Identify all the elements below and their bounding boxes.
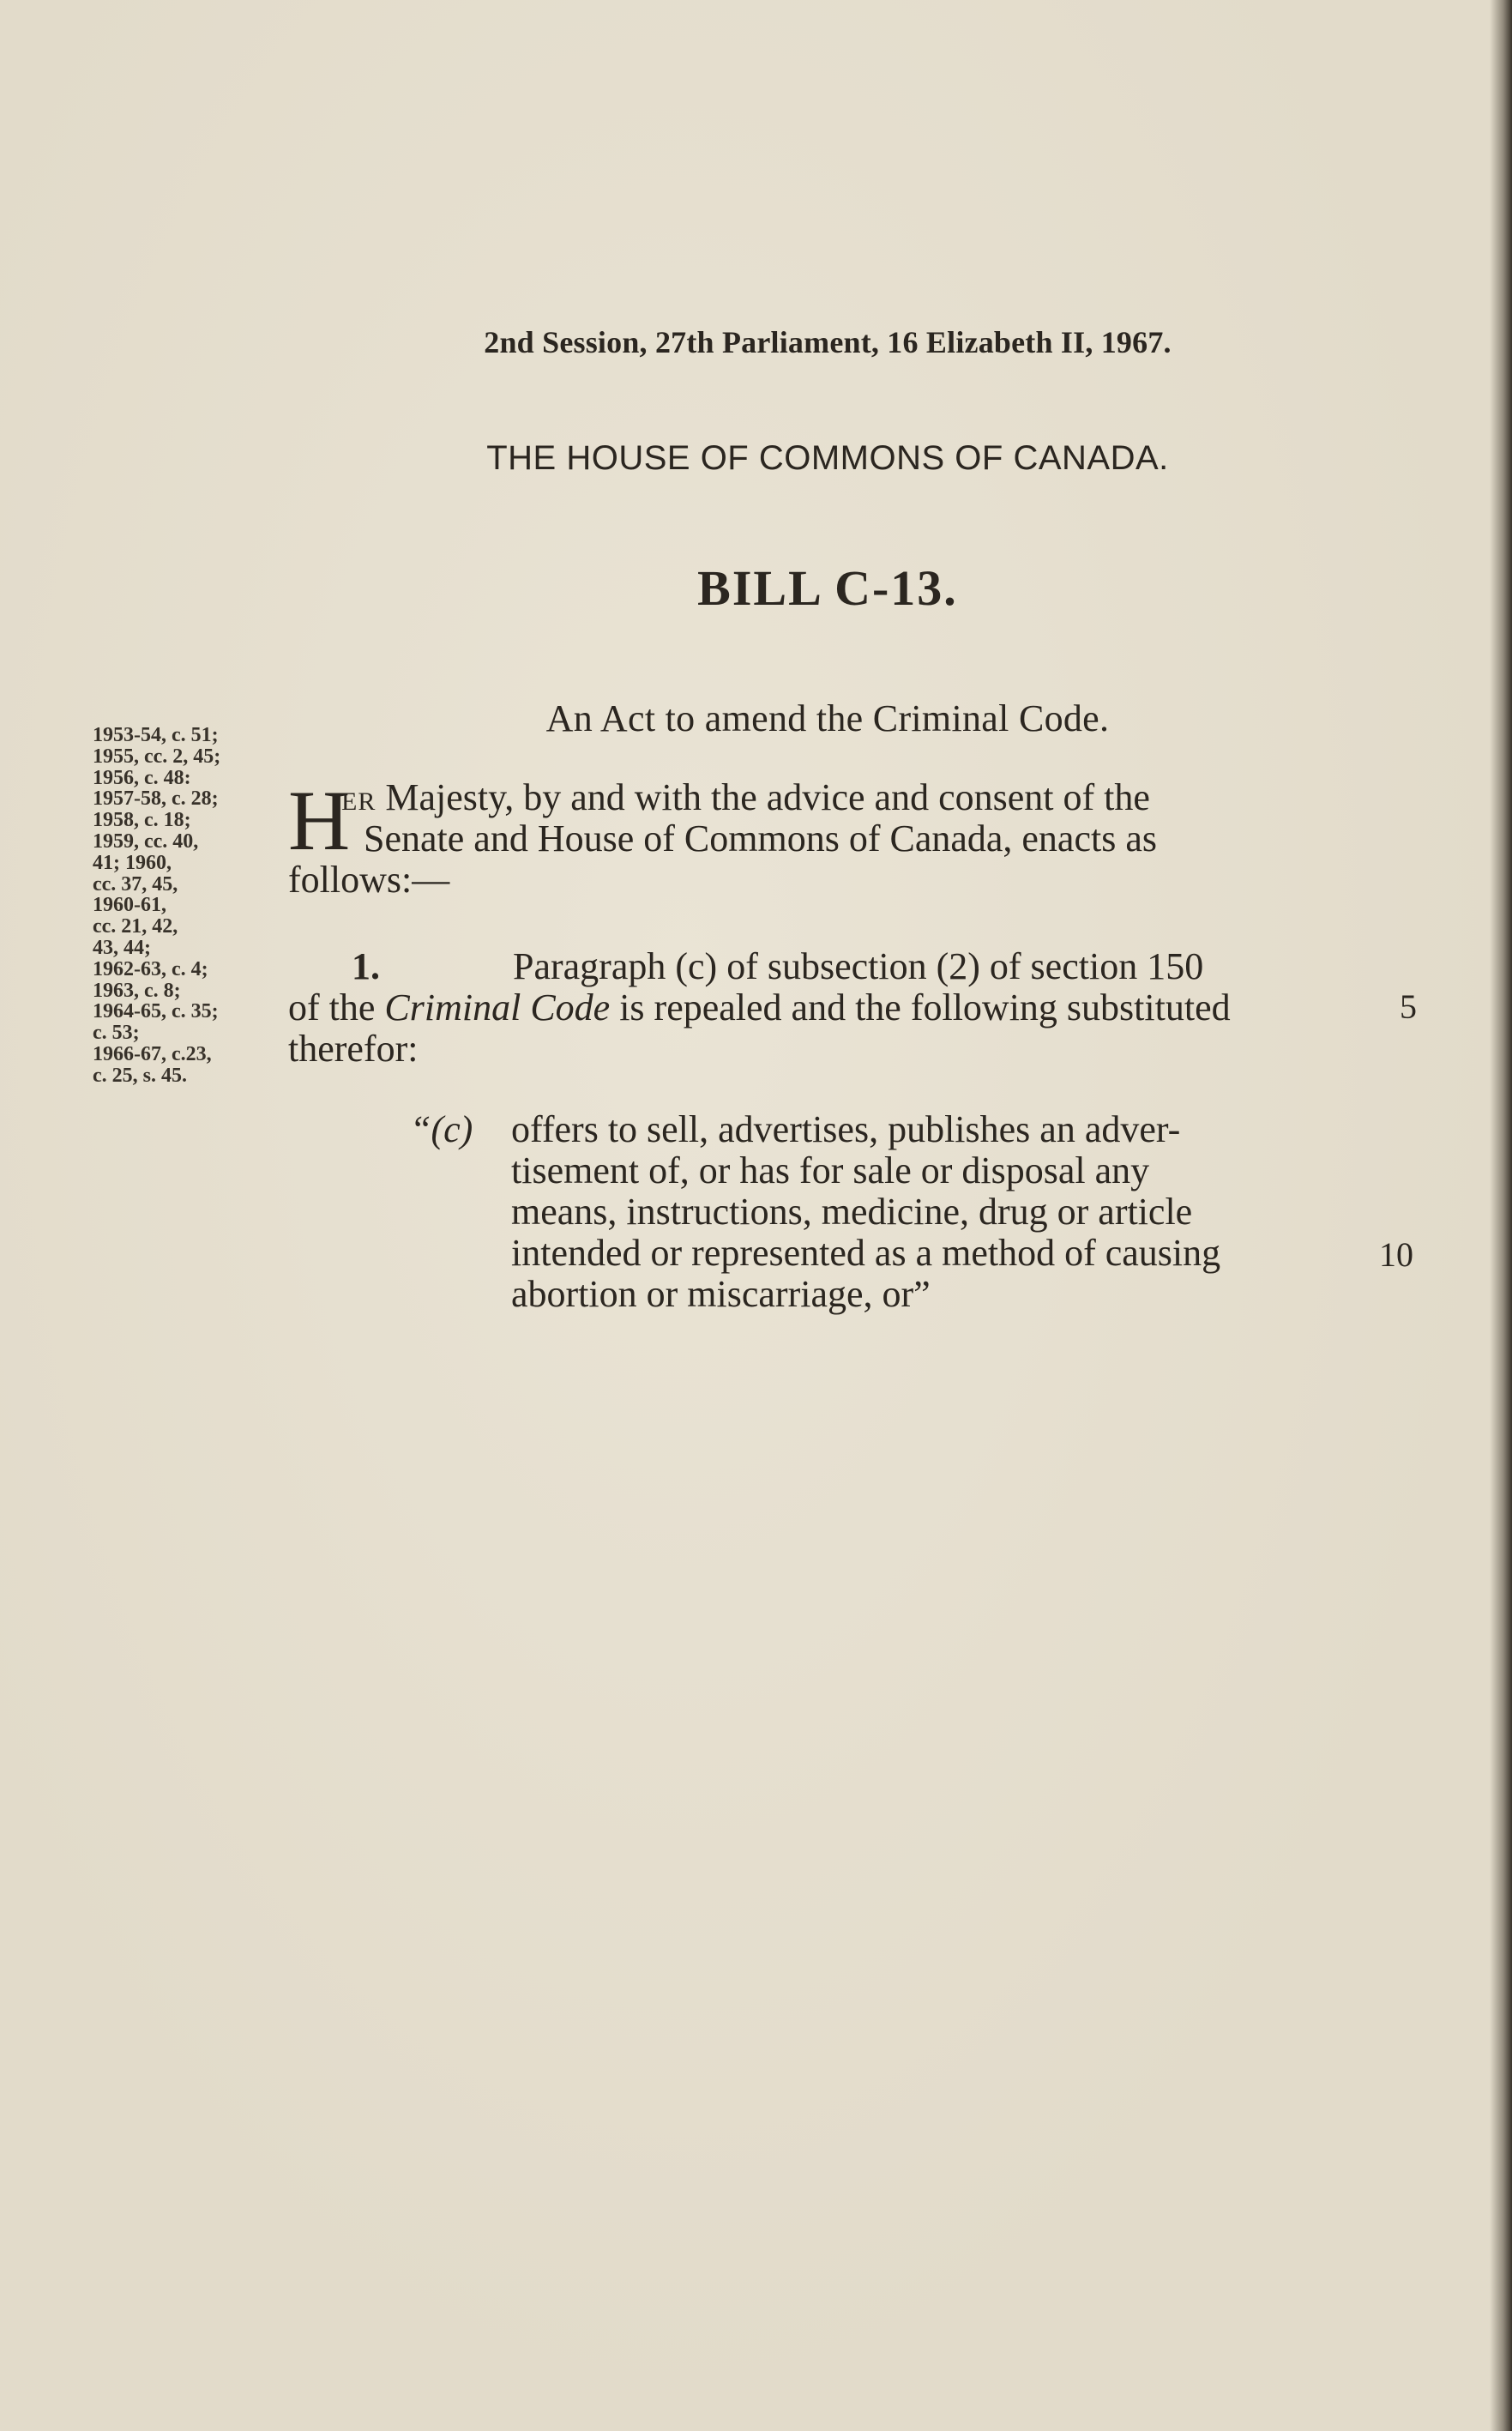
section-1-line-1 [288,946,1369,987]
margin-note: 1963, c. 8; [93,979,181,1002]
section-1-line-2-pre: of the [288,986,376,1028]
session-heading: 2nd Session, 27th Parliament, 16 Elizabeth II, 1967. [484,325,1172,359]
preamble-line-3-text: follows:— [288,859,450,901]
paragraph-line: means, instructions, medicine, drug or article [511,1191,1193,1233]
paragraph-line: intended or represented as a method of causing [511,1232,1221,1274]
line-number-5: 5 [1400,987,1417,1026]
section-1-line-2-post: is repealed and the following substituted [619,986,1231,1028]
bill-title: BILL C-13. [697,560,958,616]
section-1-line-2 [288,987,1369,1028]
preamble-line-1 [288,777,1369,818]
section-1-line-3 [288,1028,1369,1070]
line-number-10: 10 [1379,1235,1413,1274]
margin-note: cc. 37, 45, [93,872,178,896]
paragraph-label: “(c) [410,1108,473,1150]
margin-note: 43, 44; [93,936,151,959]
margin-note: 1964-65, c. 35; [93,1000,219,1023]
margin-note: 1962-63, c. 4; [93,957,208,980]
margin-note: 1959, cc. 40, [93,829,199,853]
first-word-rest: ER [341,787,376,816]
enacting-clause [288,773,1369,901]
preamble-line-2 [288,818,1369,860]
preamble-line-1-text: Majesty, by and with the advice and consent of the [385,776,1150,818]
margin-note: c. 25, s. 45. [93,1064,187,1087]
paragraph-line: offers to sell, advertises, publishes an adver- [511,1108,1181,1150]
paragraph-line: abortion or miscarriage, or” [511,1273,931,1315]
margin-note: 1957-58, c. 28; [93,787,219,811]
margin-note: cc. 21, 42, [93,915,178,938]
margin-note: 41; 1960, [93,851,172,874]
preamble-line-3 [288,860,1369,901]
section-1 [288,946,1369,1070]
margin-note: 1966-67, c.23, [93,1042,212,1065]
margin-note: 1955, cc. 2, 45; [93,745,221,768]
paragraph-text [511,1109,1369,1315]
drop-cap: H [288,773,351,868]
section-number: 1. [352,945,380,987]
house-heading: THE HOUSE OF COMMONS OF CANADA. [486,439,1169,477]
act-title: An Act to amend the Criminal Code. [545,697,1110,739]
margin-note: 1956, c. 48: [93,766,191,789]
page-edge-shadow [1490,0,1512,2431]
paragraph-line: tisement of, or has for sale or disposal any [511,1149,1150,1191]
preamble-line-2-text: Senate and House of Commons of Canada, enacts as [364,817,1157,860]
margin-notes [93,725,290,1087]
criminal-code-title: Criminal Code [384,986,611,1028]
section-1-line-1-text: Paragraph (c) of subsection (2) of section 150 [513,945,1204,987]
section-1-line-3-text: therefor: [288,1028,419,1070]
margin-note: 1960-61, [93,894,166,917]
margin-note: 1953-54, c. 51; [93,724,219,746]
margin-note: 1958, c. 18; [93,809,191,832]
margin-note: c. 53; [93,1022,140,1045]
